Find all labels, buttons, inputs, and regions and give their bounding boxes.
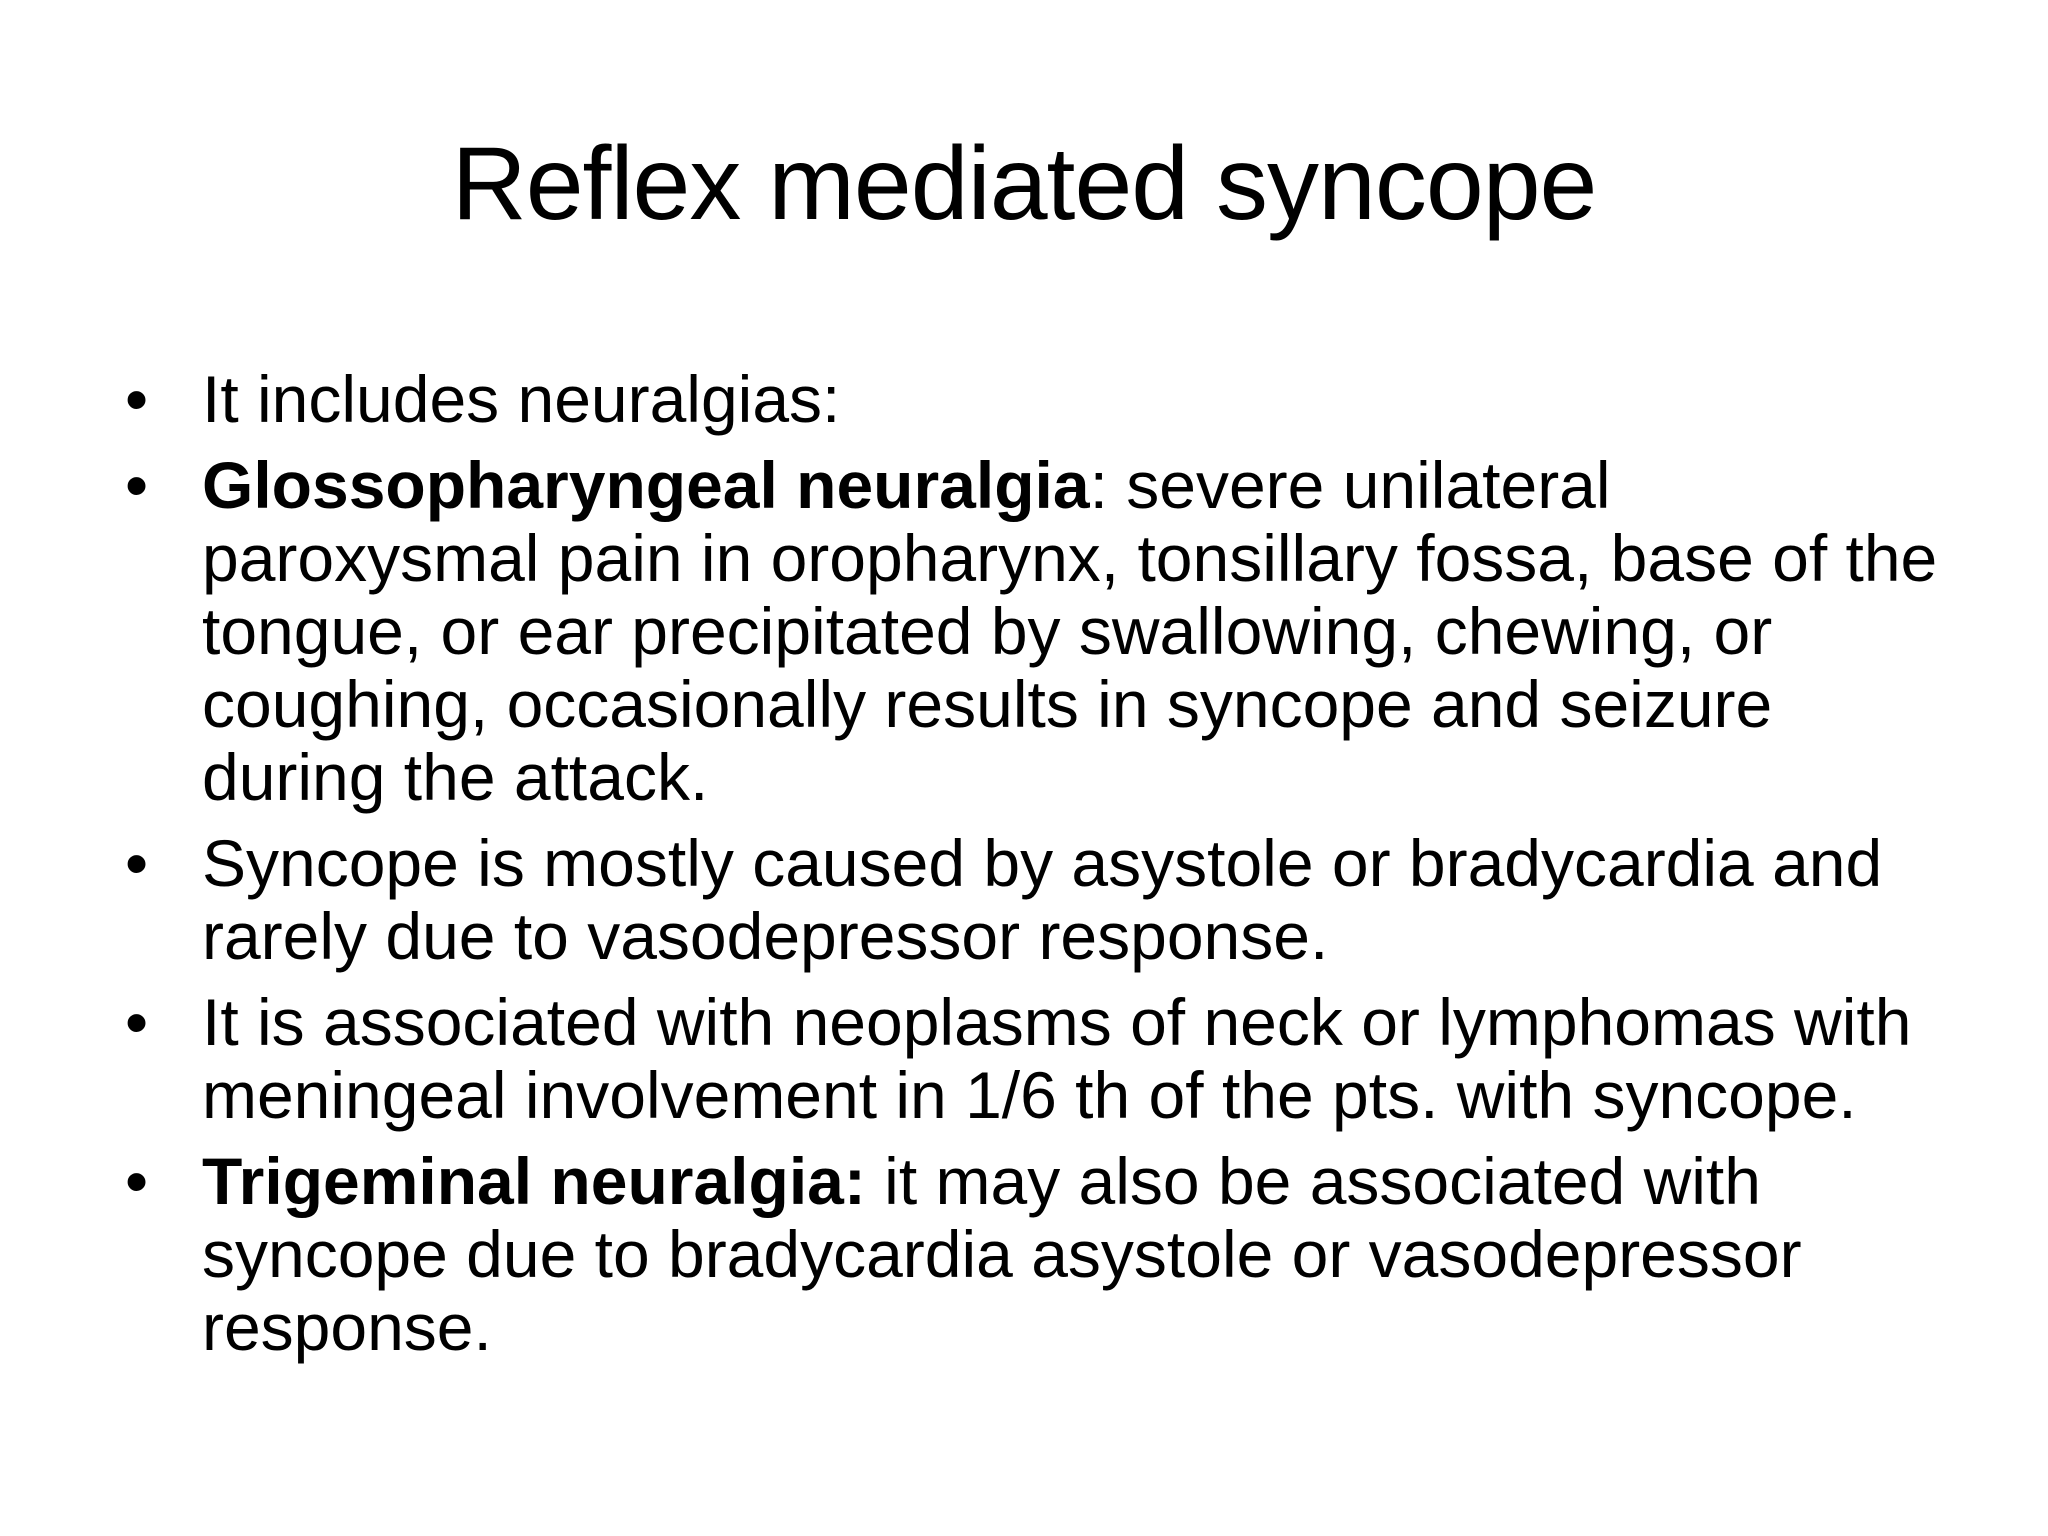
bullet-text: It includes neuralgias: [202,362,841,436]
slide-title: Reflex mediated syncope [451,126,1597,242]
bullet-item-trigeminal [120,1145,1960,1364]
bullet-text: It is associated with neoplasms of neck or lymphomas with meningeal involvement in 1/6 th of the pts. with syncope. [202,985,1912,1132]
bullet-item-neuralgias [120,363,1960,436]
bullet-icon: • [125,362,149,436]
bullet-bold-term: Trigeminal neuralgia: [202,1144,866,1218]
bullet-item-glossopharyngeal [120,449,1960,814]
bullet-item-syncope-cause [120,827,1960,973]
bullet-bold-term: Glossopharyngeal neuralgia [202,448,1090,522]
bullet-icon: • [125,448,149,522]
bullet-list [120,363,1960,1377]
bullet-icon: • [125,985,149,1059]
bullet-item-neoplasms [120,986,1960,1132]
bullet-text: Syncope is mostly caused by asystole or bradycardia and rarely due to vasodepressor response. [202,826,1883,973]
bullet-text: it may also be associated with syncope due to bradycardia asystole or vasodepressor response. [202,1144,1802,1364]
bullet-icon: • [125,1144,149,1218]
bullet-icon: • [125,826,149,900]
bullet-text: : severe unilateral paroxysmal pain in oropharynx, tonsillary fossa, base of the tongue, or ear precipitated by swallowing, chewing, or coughing, occasionally results in syncope and seizure during the attack. [202,448,1938,814]
